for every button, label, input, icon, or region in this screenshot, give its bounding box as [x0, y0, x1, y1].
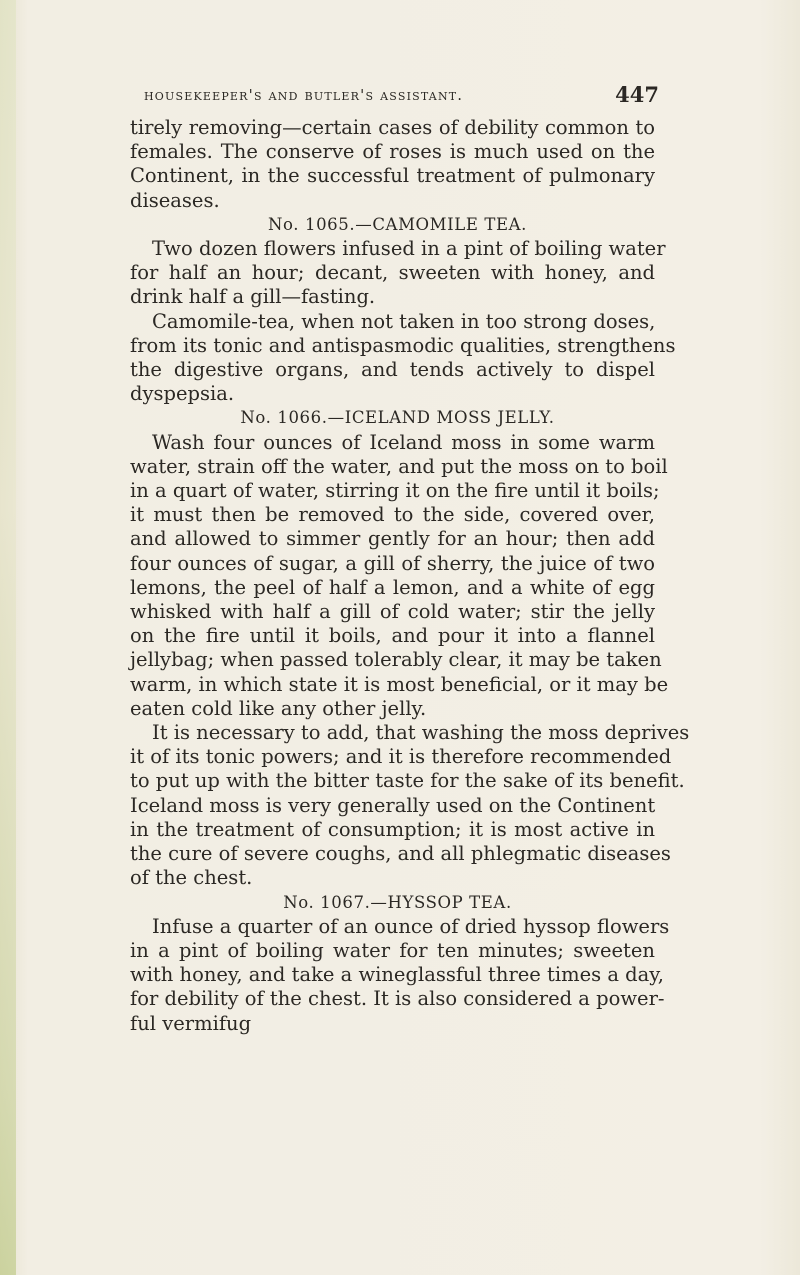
text-line: water, strain off the water, and put the moss on to boil	[130, 454, 668, 478]
paragraph	[130, 721, 690, 890]
text-line: eaten cold like any other jelly.	[130, 696, 427, 720]
text-line: Camomile-tea, when not taken in too strong doses,	[152, 309, 656, 333]
text-line: for half an hour; decant, sweeten with honey, and	[130, 261, 655, 285]
text-line: in a quart of water, stirring it on the fire until it boils;	[130, 479, 660, 503]
text-line: ful vermifug	[130, 1011, 252, 1035]
text-line: dyspepsia.	[130, 382, 235, 406]
text-line: for debility of the chest. It is also considered a power-	[130, 987, 665, 1011]
recipe-heading: No. 1066.—ICELAND MOSS JELLY.	[240, 408, 555, 428]
body-text	[130, 116, 690, 1036]
text-line: Iceland moss is very generally used on the Continent	[130, 793, 656, 817]
text-line: of the chest.	[130, 866, 253, 890]
text-line: to put up with the bitter taste for the sake of its benefit.	[130, 769, 685, 793]
paragraph	[130, 430, 669, 721]
text-line: four ounces of sugar, a gill of sherry, the juice of two	[130, 551, 655, 575]
text-line: the digestive organs, and tends actively to dispel	[130, 358, 655, 382]
text-line: with honey, and take a wineglassful three times a day,	[130, 963, 664, 987]
text-line: diseases.	[130, 188, 220, 212]
text-line: jellybag; when passed tolerably clear, it may be taken	[130, 648, 662, 672]
text-line: whisked with half a gill of cold water; stir the jelly	[130, 600, 655, 624]
text-line: on the fire until it boils, and pour it into a flannel	[130, 624, 655, 648]
text-line: females. The conserve of roses is much used on the	[130, 140, 655, 164]
text-line: it of its tonic powers; and it is therefore recommended	[130, 745, 672, 769]
text-line: in a pint of boiling water for ten minutes; sweeten	[130, 938, 655, 962]
text-line: the cure of severe coughs, and all phlegmatic diseases	[130, 842, 671, 866]
page-number: 447	[615, 82, 659, 107]
text-line: drink half a gill—fasting.	[130, 285, 376, 309]
text-line: It is necessary to add, that washing the moss deprives	[152, 721, 690, 745]
text-line: Wash four ounces of Iceland moss in some warm	[152, 430, 655, 454]
text-line: Infuse a quarter of an ounce of dried hyssop flowers	[152, 914, 670, 938]
text-line: warm, in which state it is most beneficial, or it may be	[130, 672, 669, 696]
text-line: it must then be removed to the side, covered over,	[130, 503, 655, 527]
text-line: tirely removing—certain cases of debility common to	[130, 116, 655, 139]
text-line: and allowed to simmer gently for an hour; then add	[130, 527, 655, 551]
text-line: lemons, the peel of half a lemon, and a white of egg	[130, 575, 655, 599]
recipe-heading: No. 1067.—HYSSOP TEA.	[283, 892, 512, 912]
page-header	[144, 82, 659, 108]
running-title: housekeeper's and butler's assistant.	[144, 86, 464, 104]
paragraph	[130, 116, 655, 213]
text-line: in the treatment of consumption; it is most active in	[130, 817, 655, 841]
text-line: Two dozen flowers infused in a pint of boiling water	[152, 237, 666, 261]
page-edge-shading	[0, 0, 16, 1275]
paragraph	[130, 309, 676, 407]
paragraph	[130, 914, 670, 1036]
text-line: from its tonic and antispasmodic qualities, strengthens	[130, 333, 676, 357]
paragraph	[130, 237, 666, 310]
recipe-heading: No. 1065.—CAMOMILE TEA.	[268, 214, 527, 234]
text-line: Continent, in the successful treatment of pulmonary	[130, 164, 655, 188]
